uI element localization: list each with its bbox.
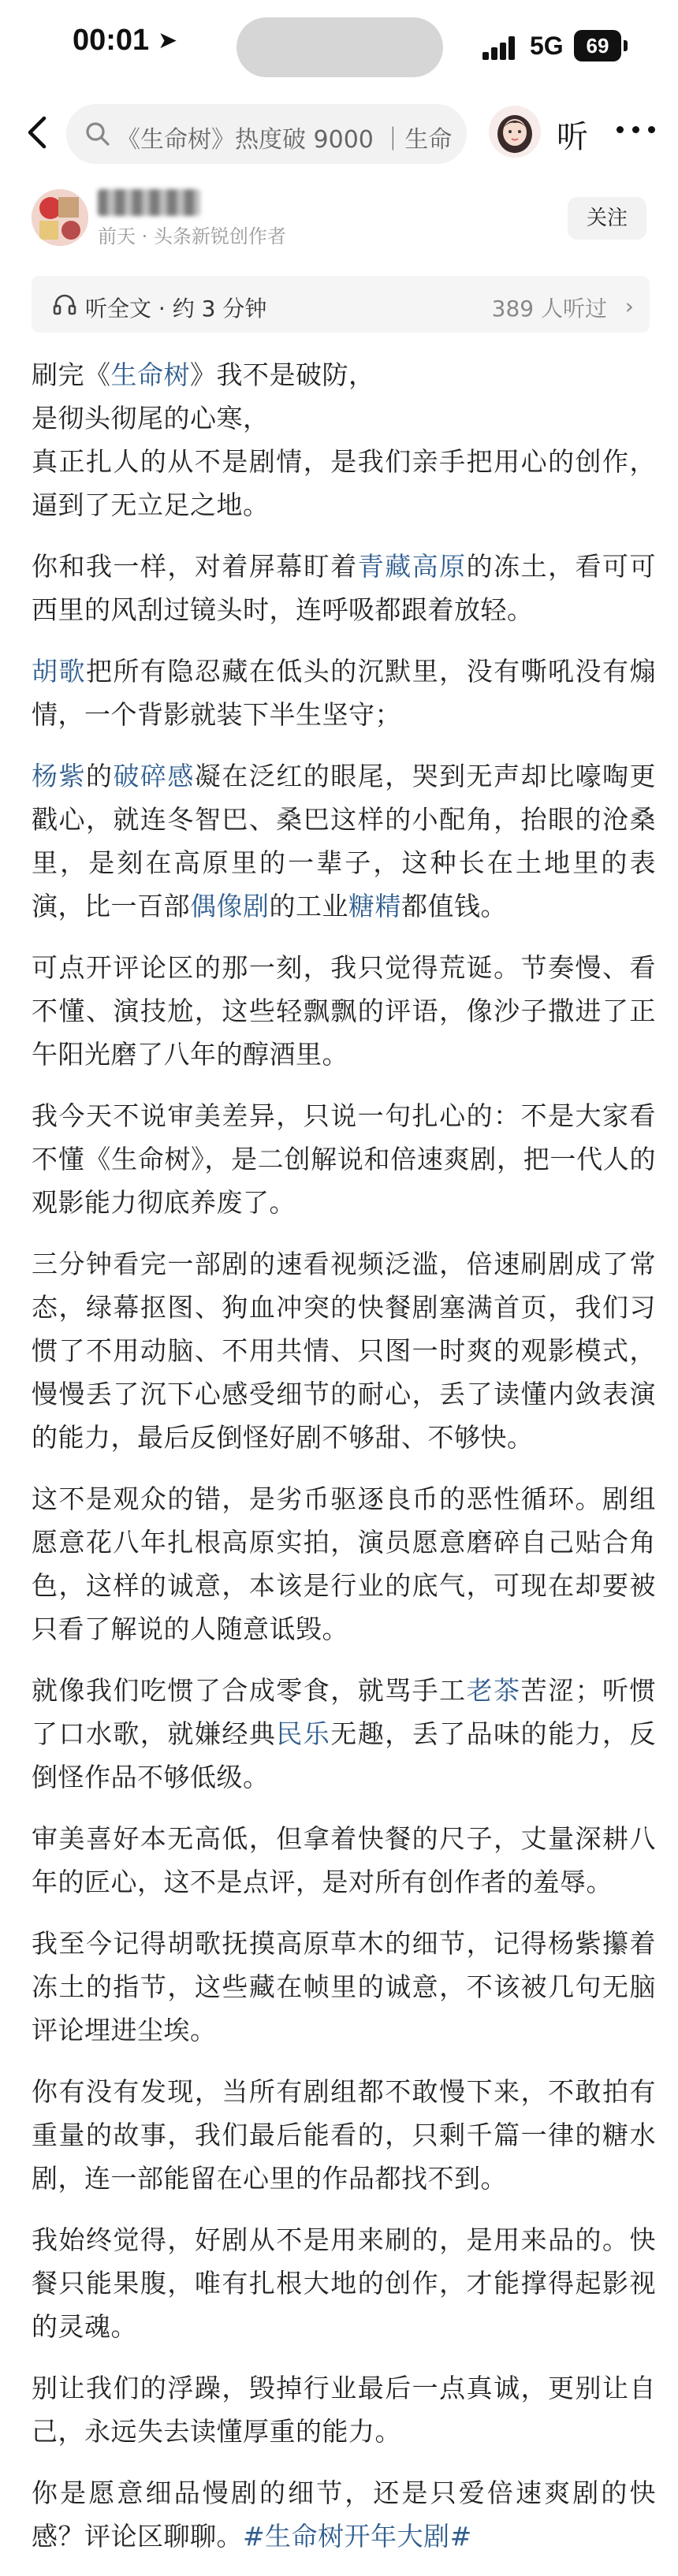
link-minyue[interactable]: 民乐 (276, 1718, 331, 1749)
follow-button[interactable]: 关注 (568, 197, 646, 240)
paragraph-15: 你是愿意细品慢剧的细节，还是只爱倍速爽剧的快感？评论区聊聊。#生命树开年大剧# (32, 2477, 656, 2552)
search-icon (84, 120, 112, 148)
paragraph-6: 我今天不说审美差异，只说一句扎心的：不是大家看不懂《生命树》，是二创解说和倍速爽剧，把一代人的观影能力彻底养废了。 (32, 1100, 656, 1218)
battery-icon: 69 (574, 30, 621, 61)
status-bar (0, 0, 678, 93)
signal-icon (482, 36, 517, 60)
author-avatar[interactable] (32, 189, 88, 246)
link-yang-zi[interactable]: 杨紫 (32, 761, 86, 791)
paragraph-1: 刷完《生命树》我不是破防， 是彻头彻尾的心寒， 真正扎人的从不是剧情，是我们亲手把用心的创作，逼到了无立足之地。 (32, 359, 656, 520)
location-arrow-icon: ➤ (158, 27, 178, 54)
paragraph-9: 就像我们吃惯了合成零食，就骂手工老茶苦涩；听惯了口水歌，就嫌经典民乐无趣，丢了品味的能力，反倒怪作品不够低级。 (32, 1675, 657, 1792)
paragraph-2: 你和我一样，对着屏幕盯着青藏高原的冻土，看可可西里的风刮过镜头时，连呼吸都跟着放轻。 (32, 551, 657, 625)
top-nav-bar (0, 93, 678, 175)
paragraph-10: 审美喜好本无高低，但拿着快餐的尺子，丈量深耕八年的匠心，这不是点评，是对所有创作者的羞辱。 (32, 1823, 656, 1897)
author-meta: 前天 · 头条新锐创作者 (98, 225, 286, 248)
listen-count: 389 人听过 (491, 296, 607, 322)
dynamic-island (237, 17, 443, 77)
hashtag-link[interactable]: #生命树开年大剧# (243, 2521, 472, 2552)
back-arrow-icon[interactable] (19, 112, 60, 153)
battery-tip (624, 40, 628, 51)
paragraph-11: 我至今记得胡歌抚摸高原草木的细节，记得杨紫攥着冻土的指节，这些藏在帧里的诚意，不该被几句无脑评论埋进尘埃。 (32, 1928, 656, 2046)
author-row (0, 175, 678, 262)
link-hu-ge[interactable]: 胡歌 (32, 656, 86, 687)
network-label: 5G (530, 32, 564, 60)
link-qingzang-gaoyuan[interactable]: 青藏高原 (357, 551, 467, 582)
search-box[interactable] (66, 104, 467, 164)
paragraph-13: 我始终觉得，好剧从不是用来刷的，是用来品的。快餐只能果腹，唯有扎根大地的创作，才能撑得起影视的灵魂。 (32, 2224, 656, 2342)
link-tangjing[interactable]: 糖精 (348, 891, 401, 921)
paragraph-12: 你有没有发现，当所有剧组都不敢慢下来，不敢拍有重量的故事，我们最后能看的，只剩千篇一律的糖水剧，连一部能留在心里的作品都找不到。 (32, 2076, 656, 2194)
link-laocha[interactable]: 老茶 (466, 1675, 521, 1706)
headphone-icon (52, 292, 77, 317)
paragraph-5: 可点开评论区的那一刻，我只觉得荒诞。节奏慢、看不懂、演技尬，这些轻飘飘的评语，像沙子撒进了正午阳光磨了八年的醇酒里。 (32, 952, 656, 1070)
more-icon[interactable] (615, 123, 659, 136)
status-time: 00:01 (73, 24, 150, 57)
link-posuigan[interactable]: 破碎感 (113, 761, 195, 791)
listen-full-text-label: 听全文 · 约 3 分钟 (85, 296, 267, 322)
link-ouxiangju[interactable]: 偶像剧 (190, 891, 270, 921)
chevron-right-icon: › (624, 293, 634, 319)
paragraph-3: 胡歌把所有隐忍藏在低头的沉默里，没有嘶吼没有煽情，一个背影就装下半生坚守； (32, 656, 657, 730)
listen-full-text-bar[interactable] (32, 276, 650, 333)
listen-button[interactable]: 听 (557, 119, 588, 155)
paragraph-4: 杨紫的破碎感凝在泛红的眼尾，哭到无声却比嚎啕更戳心，就连冬智巴、桑巴这样的小配角，抬眼的沧桑里，是刻在高原里的一辈子，这种长在土地里的表演，比一百部偶像剧的工业糖精都值钱。 (32, 761, 657, 921)
search-text: 《生命树》热度破 9000 ｜生命 (117, 126, 453, 154)
paragraph-14: 别让我们的浮躁，毁掉行业最后一点真诚，更别让自己，永远失去读懂厚重的能力。 (32, 2373, 656, 2447)
paragraph-7: 三分钟看完一部剧的速看视频泛滥，倍速刷剧成了常态，绿幕抠图、狗血冲突的快餐剧塞满首页，我们习惯了不用动脑、不用共情、只图一时爽的观影模式，慢慢丢了沉下心感受细节的耐心，丢了读懂内敛表演的能力，最后反倒怪好剧不够甜、不够快。 (32, 1249, 656, 1453)
author-name-blurred[interactable] (98, 189, 200, 216)
article-body (32, 353, 656, 2576)
link-shengmingshu[interactable]: 生命树 (110, 359, 190, 390)
paragraph-8: 这不是观众的错，是劣币驱逐良币的恶性循环。剧组愿意花八年扎根高原实拍，演员愿意磨碎自己贴合角色，这样的诚意，本该是行业的底气，可现在却要被只看了解说的人随意诋毁。 (32, 1483, 656, 1644)
listen-avatar[interactable] (489, 106, 541, 158)
